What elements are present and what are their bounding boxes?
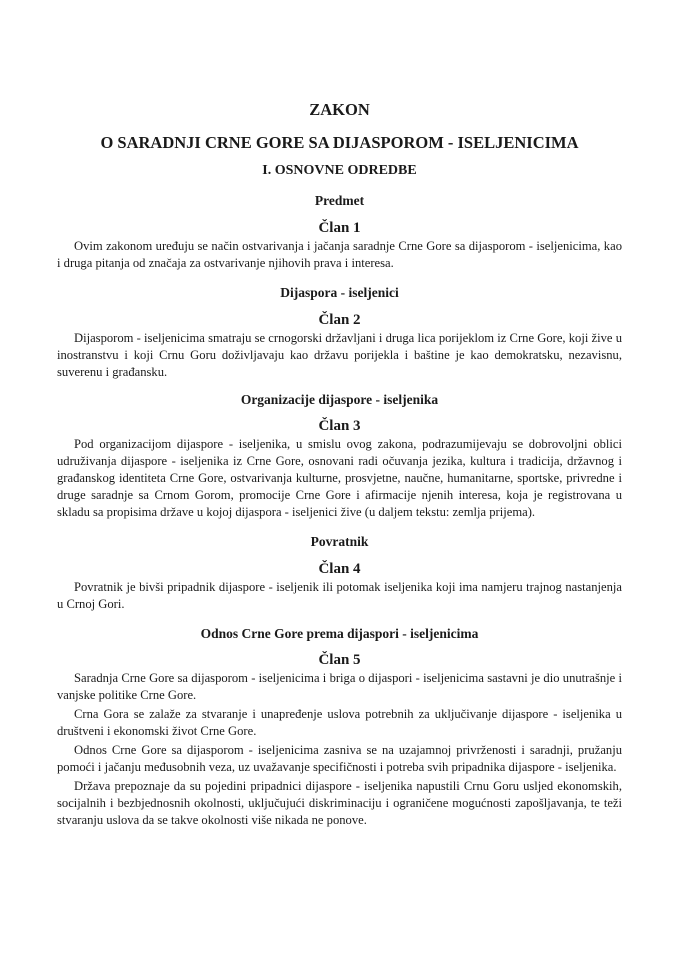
article-paragraph: Dijasporom - iseljenicima smatraju se crnogorski državljani i druga lica porijeklom iz Crne Gore, koji žive u inostranstvu i koji Crnu Goru doživljavaju kao državu porijekla i baštine je kao demokratsku, nezavisnu, suverenu i građansku.	[57, 331, 622, 379]
article-paragraph: Povratnik je bivši pripadnik dijaspore - iseljenik ili potomak iseljenika koji ima namjeru trajnog nastanjenja u Crnoj Gori.	[57, 580, 622, 611]
article-paragraph: Država prepoznaje da su pojedini pripadnici dijaspore - iseljenika napustili Crnu Goru usljed ekonomskih, socijalnih i bezbjednosnih okolnosti, uključujući diskriminaciju i ograničene mogućnosti zapošljavanja, te teži stvaranju uslova da se takve okolnosti više nikada ne ponove.	[57, 779, 622, 827]
article-paragraph: Pod organizacijom dijaspore - iseljenika, u smislu ovog zakona, podrazumijevaju se dobrovoljni oblici udruživanja dijaspore - iseljenika iz Crne Gore, osnovani radi očuvanja jezika, kultura i tradicija, državnog i građanskog identiteta Crne Gore, ostvarivanja kulturne, prosvjetne, naučne, humanitarne, sportske, privredne i druge saradnje sa Crnom Gorom, promocije Crne Gore i afirmacije njenih interesa, koja je registrovana u skladu sa propisima države u kojoj dijaspora - iseljenici žive (u daljem tekstu: zemlja prijema).	[57, 437, 622, 519]
section-organizacije	[57, 391, 622, 521]
article-heading: Član 5	[318, 652, 361, 668]
section-heading: Organizacije dijaspore - iseljenika	[240, 392, 439, 407]
article-paragraph: Saradnja Crne Gore sa dijasporom - iseljenicima i briga o dijaspori - iseljenicima sastavni je dio unutrašnje i vanjske politike Crne Gore.	[57, 671, 622, 702]
section-dijaspora	[57, 284, 622, 381]
part-heading: I. OSNOVNE ODREDBE	[262, 163, 417, 178]
section-predmet	[57, 192, 622, 272]
section-odnos	[57, 625, 622, 829]
article-heading: Član 4	[318, 561, 361, 577]
article-heading: Član 2	[318, 312, 361, 328]
section-heading: Odnos Crne Gore prema dijaspori - iseljenicima	[200, 626, 479, 641]
section-heading: Predmet	[314, 193, 365, 208]
section-heading: Dijaspora - iseljenici	[280, 285, 399, 300]
law-subtitle: O SARADNJI CRNE GORE SA DIJASPOROM - ISELJENICIMA	[100, 133, 579, 152]
article-paragraph: Crna Gora se zalaže za stvaranje i unapređenje uslova potrebnih za uključivanje dijaspore - iseljenika u društveni i ekonomski život Crne Gore.	[57, 707, 622, 738]
article-heading: Član 3	[318, 418, 361, 434]
section-heading: Povratnik	[310, 534, 369, 549]
article-paragraph: Odnos Crne Gore sa dijasporom - iseljenicima zasniva se na uzajamnoj privrženosti i saradnji, pružanju pomoći i jačanju međusobnih veza, uz uvažavanje specifičnosti i potreba svih pripadnika dijaspore - iseljenika.	[57, 743, 622, 774]
section-povratnik	[57, 533, 622, 613]
article-paragraph: Ovim zakonom uređuju se način ostvarivanja i jačanja saradnje Crne Gore sa dijasporom - iseljenicima, kao i druga pitanja od značaja za ostvarivanje njihovih prava i interesa.	[57, 239, 622, 270]
law-title: ZAKON	[309, 100, 370, 119]
article-heading: Član 1	[318, 220, 361, 236]
